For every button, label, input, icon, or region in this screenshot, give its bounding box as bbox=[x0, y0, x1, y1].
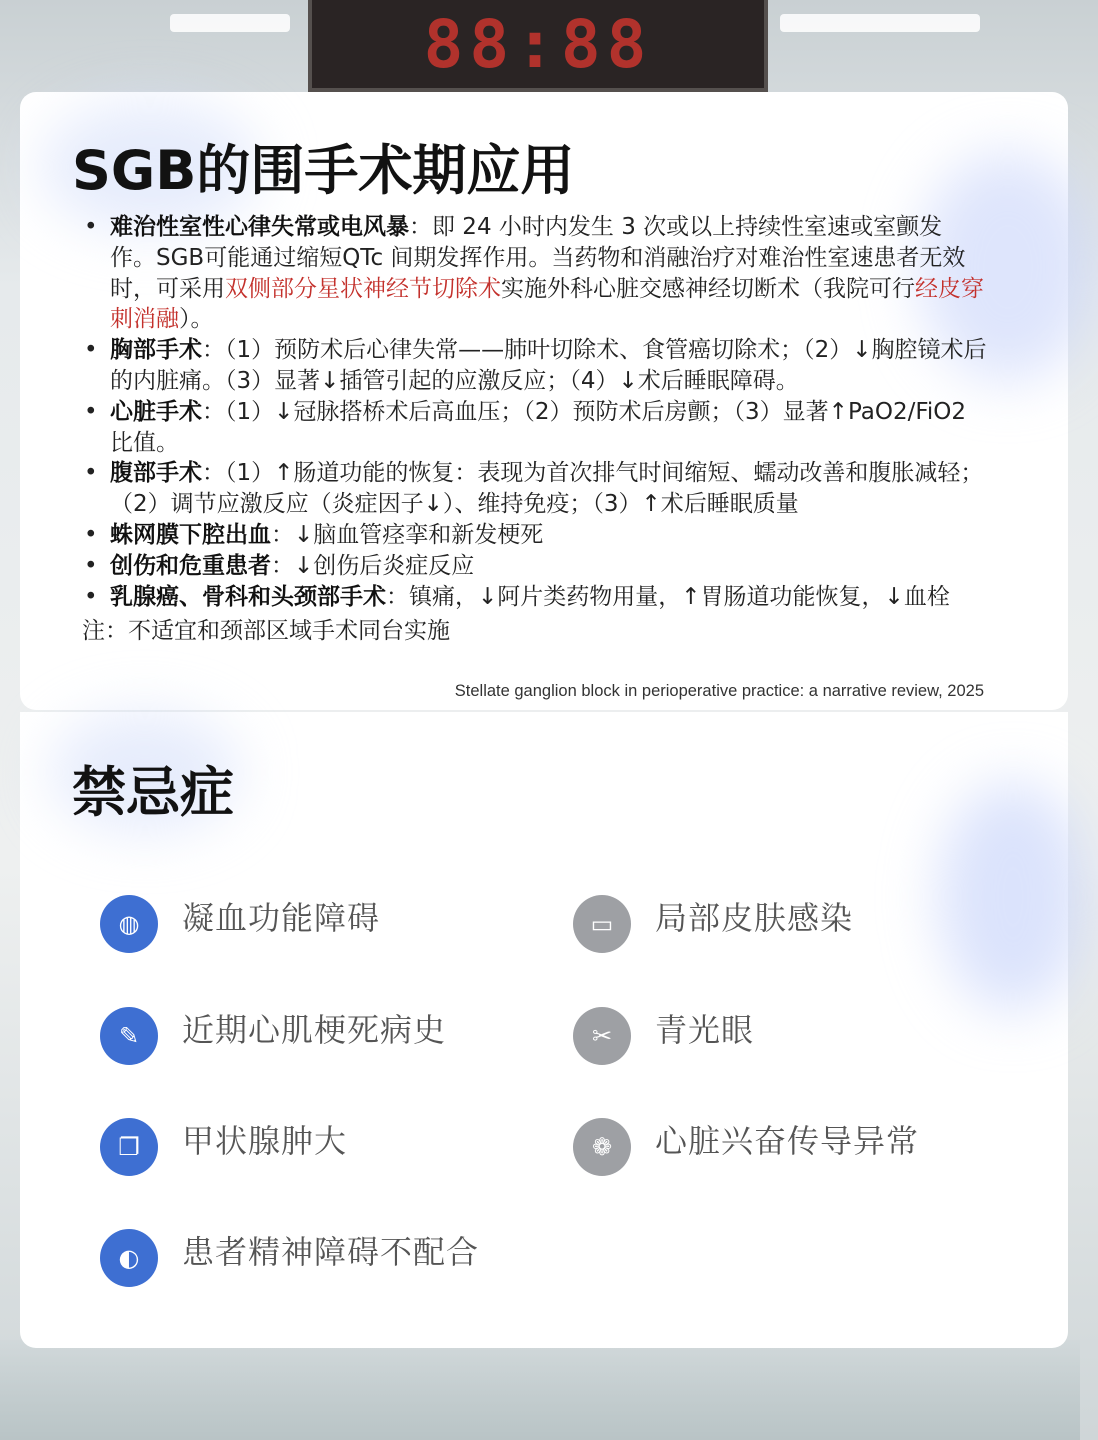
note-text: 注：不适宜和颈部区域手术同台实施 bbox=[82, 618, 450, 644]
item-heading: 腹部手术 bbox=[110, 460, 202, 487]
document-icon: ▭ bbox=[573, 895, 631, 953]
ceiling-light-left bbox=[170, 14, 290, 32]
item-heading: 心脏手术 bbox=[110, 398, 202, 425]
decorative-glow bbox=[938, 782, 1088, 1012]
contraindication-label: 凝血功能障碍 bbox=[182, 899, 381, 937]
brush-icon: ✎ bbox=[100, 1007, 158, 1065]
earth-icon: ◐ bbox=[100, 1229, 158, 1287]
item-text: ：即 24 小时内发生 3 次或以上持续性室速或室颤发作。SGB可能通过缩短QTc 间期发挥作用。当药物和消融治疗对难治性室速患者无效时，可采用 bbox=[110, 214, 966, 302]
item-text: ：↓脑血管痉挛和新发梗死 bbox=[271, 521, 544, 548]
contraindication-item bbox=[573, 895, 853, 953]
list-item bbox=[82, 458, 987, 520]
section-title: 禁忌症 bbox=[72, 761, 234, 824]
item-heading: 胸部手术 bbox=[110, 337, 202, 364]
item-text: ：（1）预防术后心律失常——肺叶切除术、食管癌切除术；（2）↓胸腔镜术后的内脏痛。（3）显著↓插管引起的应激反应；（4）↓术后睡眠障碍。 bbox=[110, 337, 987, 394]
item-text: ：（1）↑肠道功能的恢复：表现为首次排气时间缩短、蠕动改善和腹胀减轻；（2）调节应激反应（炎症因子↓）、维持免疫；（3）↑术后睡眠质量 bbox=[110, 460, 984, 518]
contraindication-item bbox=[100, 895, 380, 953]
reference-citation-clipped bbox=[277, 704, 984, 712]
item-text: ）。 bbox=[179, 306, 214, 333]
contraindication-label: 甲状腺肿大 bbox=[182, 1122, 348, 1160]
contraindication-label: 患者精神障碍不配合 bbox=[182, 1233, 480, 1271]
reference-citation: Stellate ganglion block in perioperative practice: a narrative review, 2025 bbox=[454, 682, 984, 700]
highlight-text: 经皮穿刺消融 bbox=[110, 275, 984, 333]
perioperative-application-card bbox=[20, 92, 1068, 710]
rose-icon: ❁ bbox=[573, 1118, 631, 1176]
list-item bbox=[82, 520, 987, 551]
item-heading: 蛛网膜下腔出血 bbox=[110, 521, 271, 548]
clock-digits: 88:88 bbox=[423, 5, 653, 83]
background-floor bbox=[0, 1340, 1080, 1440]
section-title: SGB的围手术期应用 bbox=[72, 139, 575, 202]
list-item bbox=[82, 551, 987, 582]
scissors-icon: ✂ bbox=[573, 1007, 631, 1065]
item-text: ：（1）↓冠脉搭桥术后高血压；（2）预防术后房颤；（3）显著↑PaO2/FiO2 比值。 bbox=[110, 398, 967, 456]
contraindication-label: 近期心肌梗死病史 bbox=[182, 1011, 447, 1049]
list-item bbox=[82, 582, 987, 613]
item-heading: 创伤和危重患者 bbox=[110, 552, 271, 579]
list-item bbox=[82, 335, 987, 397]
copy-icon: ❐ bbox=[100, 1118, 158, 1176]
contraindication-label: 青光眼 bbox=[655, 1011, 755, 1049]
item-text: ：镇痛，↓阿片类药物用量，↑胃肠道功能恢复，↓血栓 bbox=[386, 583, 950, 610]
item-heading: 难治性室性心律失常或电风暴 bbox=[110, 214, 409, 240]
contraindication-label: 心脏兴奋传导异常 bbox=[655, 1122, 920, 1160]
list-item bbox=[82, 212, 987, 335]
item-text: 实施外科心脏交感神经切断术（我院可行 bbox=[501, 275, 915, 302]
contraindication-item bbox=[573, 1118, 919, 1176]
contraindication-item bbox=[100, 1229, 479, 1287]
list-item bbox=[82, 397, 987, 459]
contraindication-item bbox=[100, 1118, 347, 1176]
contraindication-item bbox=[573, 1007, 754, 1065]
ceiling-light-right bbox=[780, 14, 980, 32]
item-heading: 乳腺癌、骨科和头颈部手术 bbox=[110, 583, 386, 610]
contraindication-label: 局部皮肤感染 bbox=[655, 899, 854, 937]
contraindications-card bbox=[20, 712, 1068, 1348]
background-clock bbox=[308, 0, 768, 92]
globe-icon: ◍ bbox=[100, 895, 158, 953]
highlight-text: 双侧部分星状神经节切除术 bbox=[225, 275, 501, 302]
application-list bbox=[82, 212, 987, 612]
contraindication-item bbox=[100, 1007, 446, 1065]
item-text: ：↓创伤后炎症反应 bbox=[271, 552, 475, 579]
